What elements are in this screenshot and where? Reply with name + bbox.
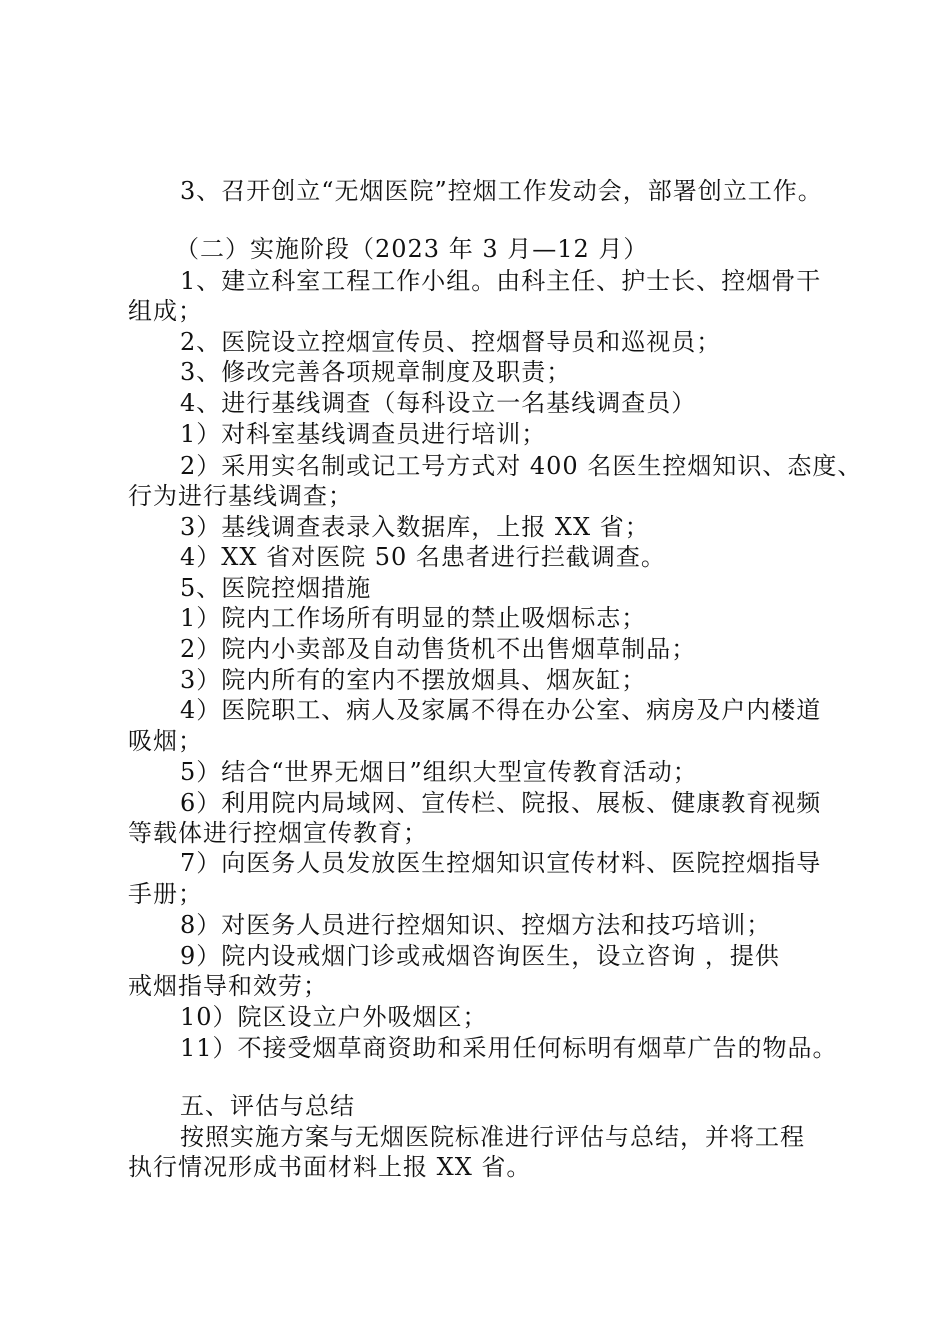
section-heading-implementation: （二）实施阶段（2023 年 3 月—12 月） — [175, 235, 649, 263]
measure-6-line-1: 6）利用院内局域网、宣传栏、院报、展板、健康教育视频 — [180, 789, 822, 817]
item-4-baseline-survey: 4、进行基线调查（每科设立一名基线调查员） — [180, 389, 697, 417]
measure-5: 5）结合“世界无烟日”组织大型宣传教育活动； — [180, 758, 698, 786]
item-3: 3、修改完善各项规章制度及职责； — [180, 358, 572, 386]
measure-10: 10）院区设立户外吸烟区； — [180, 1003, 488, 1031]
subitem-4-1: 1）对科室基线调查员进行培训； — [180, 420, 547, 448]
measure-2: 2）院内小卖部及自动售货机不出售烟草制品； — [180, 635, 697, 663]
evaluation-line-1: 按照实施方案与无烟医院标准进行评估与总结，并将工程 — [180, 1123, 805, 1151]
measure-1: 1）院内工作场所有明显的禁止吸烟标志； — [180, 604, 647, 632]
evaluation-line-2: 执行情况形成书面材料上报 XX 省。 — [128, 1153, 532, 1181]
subitem-4-4: 4）XX 省对医院 50 名患者进行拦截调查。 — [180, 543, 666, 571]
measure-4-line-2: 吸烟； — [128, 727, 203, 755]
measure-9-line-1: 9）院内设戒烟门诊或戒烟咨询医生，设立咨询 ，提供 — [180, 942, 780, 970]
item-1-line-1: 1、建立科室工程工作小组。由科主任、护士长、控烟骨干 — [180, 267, 822, 295]
measure-9-line-2: 戒烟指导和效劳； — [128, 972, 328, 1000]
measure-4-line-1: 4）医院职工、病人及家属不得在办公室、病房及户内楼道 — [180, 696, 822, 724]
subitem-4-2-line-2: 行为进行基线调查； — [128, 482, 353, 510]
item-2: 2、医院设立控烟宣传员、控烟督导员和巡视员； — [180, 328, 722, 356]
step-3-launch-meeting: 3、召开创立“无烟医院”控烟工作发动会，部署创立工作。 — [180, 177, 823, 205]
subitem-4-2-line-1: 2）采用实名制或记工号方式对 400 名医生控烟知识、态度、 — [180, 452, 863, 480]
item-5-measures: 5、医院控烟措施 — [180, 574, 372, 602]
measure-11: 11）不接受烟草商资助和采用任何标明有烟草广告的物品。 — [180, 1034, 838, 1062]
item-1-line-2: 组成； — [128, 297, 203, 325]
measure-6-line-2: 等载体进行控烟宣传教育； — [128, 819, 428, 847]
measure-3: 3）院内所有的室内不摆放烟具、烟灰缸； — [180, 666, 647, 694]
measure-7-line-1: 7）向医务人员发放医生控烟知识宣传材料、医院控烟指导 — [180, 849, 822, 877]
section-heading-evaluation: 五、评估与总结 — [180, 1092, 355, 1120]
subitem-4-3: 3）基线调查表录入数据库，上报 XX 省； — [180, 513, 650, 541]
measure-7-line-2: 手册； — [128, 880, 203, 908]
measure-8: 8）对医务人员进行控烟知识、控烟方法和技巧培训； — [180, 911, 772, 939]
